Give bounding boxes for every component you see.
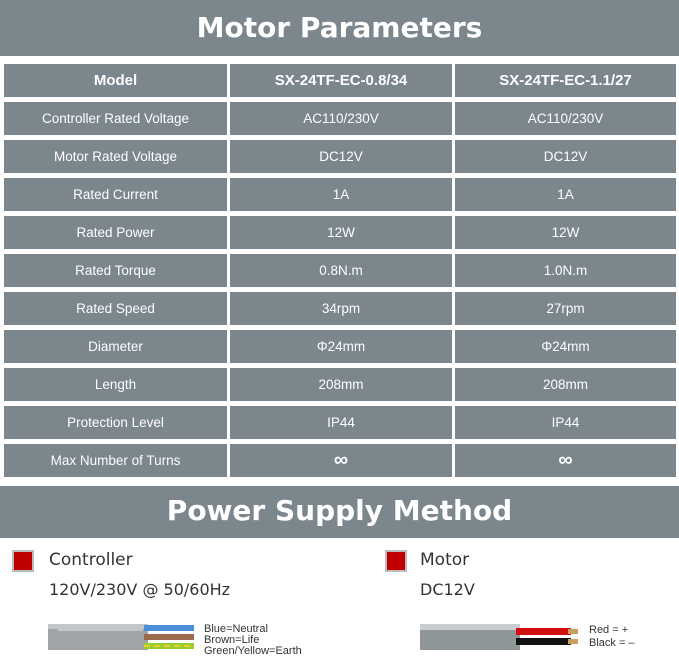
table-row: [4, 140, 676, 173]
table-cell: Φ24mm: [230, 330, 452, 363]
row-label: Rated Power: [4, 216, 227, 249]
table-cell: 208mm: [230, 368, 452, 401]
table-cell: 1.0N.m: [455, 254, 676, 287]
table-row: [4, 254, 676, 287]
table-cell: DC12V: [230, 140, 452, 173]
infinity-cell: ∞: [455, 444, 676, 477]
table-cell: AC110/230V: [455, 102, 676, 135]
table-row: [4, 444, 676, 477]
motor-cable-icon: [420, 620, 590, 656]
table-row: [4, 216, 676, 249]
column-header-model-a: SX-24TF-EC-0.8/34: [230, 64, 452, 97]
row-label: Length: [4, 368, 227, 401]
row-label: Motor Rated Voltage: [4, 140, 227, 173]
column-header-model: Model: [4, 64, 227, 97]
table-cell: 208mm: [455, 368, 676, 401]
power-supply-heading: Power Supply Method: [0, 486, 679, 538]
motor-marker-icon: [385, 550, 407, 572]
table-cell: IP44: [230, 406, 452, 439]
row-label: Rated Speed: [4, 292, 227, 325]
row-label: Rated Current: [4, 178, 227, 211]
table-row: [4, 368, 676, 401]
table-row: [4, 292, 676, 325]
table-cell: 1A: [230, 178, 452, 211]
wire-label-blue: Blue=Neutral: [204, 623, 268, 635]
controller-marker-icon: [12, 550, 34, 572]
column-header-model-b: SX-24TF-EC-1.1/27: [455, 64, 676, 97]
table-header-row: [4, 64, 676, 97]
table-row: [4, 406, 676, 439]
table-row: [4, 178, 676, 211]
motor-title: Motor: [420, 550, 470, 570]
row-label: Max Number of Turns: [4, 444, 227, 477]
motor-parameters-heading: Motor Parameters: [0, 0, 679, 56]
row-label: Diameter: [4, 330, 227, 363]
table-cell: DC12V: [455, 140, 676, 173]
table-row: [4, 102, 676, 135]
controller-cable-icon: [48, 618, 208, 658]
table-cell: 0.8N.m: [230, 254, 452, 287]
motor-spec: DC12V: [420, 580, 475, 599]
table-cell: 1A: [455, 178, 676, 211]
table-row: [4, 330, 676, 363]
infinity-cell: ∞: [230, 444, 452, 477]
row-label: Protection Level: [4, 406, 227, 439]
table-cell: Φ24mm: [455, 330, 676, 363]
table-cell: IP44: [455, 406, 676, 439]
table-cell: AC110/230V: [230, 102, 452, 135]
row-label: Controller Rated Voltage: [4, 102, 227, 135]
table-cell: 27rpm: [455, 292, 676, 325]
wire-label-green-yellow: Green/Yellow=Earth: [204, 645, 302, 657]
table-cell: 12W: [230, 216, 452, 249]
wire-label-black: Black = –: [589, 637, 635, 649]
row-label: Rated Torque: [4, 254, 227, 287]
wire-label-red: Red = +: [589, 624, 629, 636]
table-cell: 12W: [455, 216, 676, 249]
wire-label-brown: Brown=Life: [204, 634, 260, 646]
controller-spec: 120V/230V @ 50/60Hz: [49, 580, 231, 599]
table-cell: 34rpm: [230, 292, 452, 325]
controller-title: Controller: [49, 550, 133, 570]
